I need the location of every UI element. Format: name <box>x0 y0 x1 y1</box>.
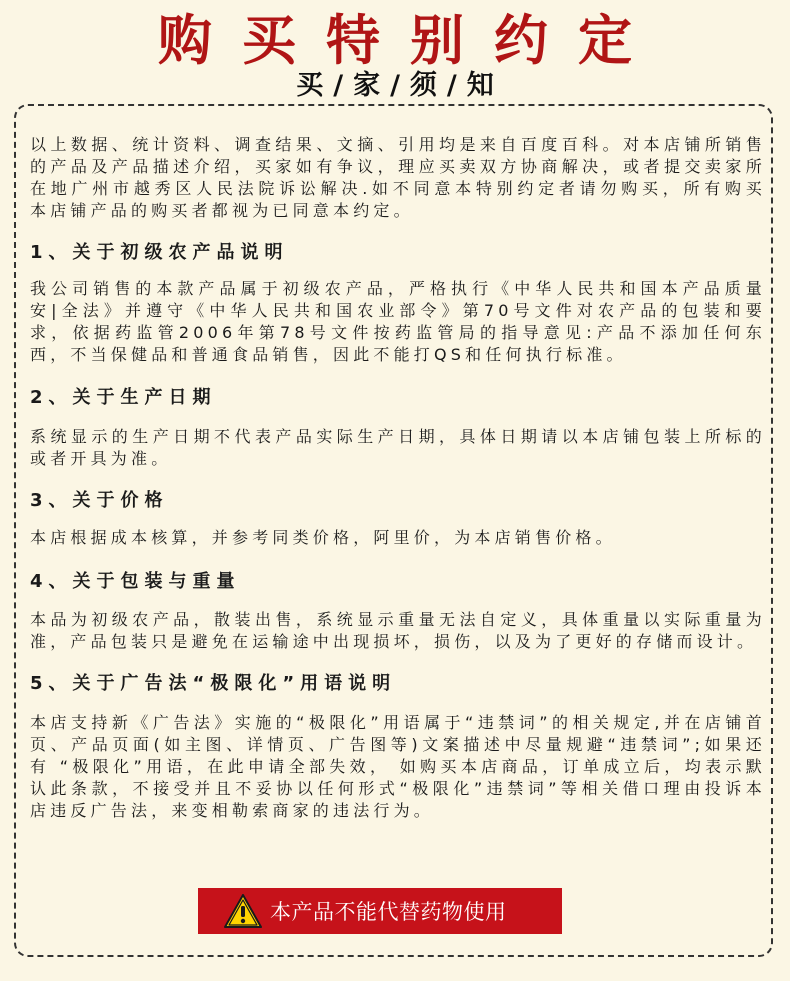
section-2-body: 系统显示的生产日期不代表产品实际生产日期，具体日期请以本店铺包装上所标的或者开具为准。 <box>30 427 766 468</box>
page-title: 购买特别约定 <box>158 8 662 72</box>
section-5-heading: 5、关于广告法“极限化”用语说明 <box>30 673 397 694</box>
page-subtitle: 买/家/须/知 <box>296 70 504 101</box>
section-4-body: 本品为初级农产品，散装出售，系统显示重量无法自定义，具体重量以实际重量为准，产品包装只是避免在运输途中出现损坏，损伤，以及为了更好的存储而设计。 <box>30 610 766 651</box>
warning-text: 本产品不能代替药物使用 <box>270 900 507 924</box>
section-1-body: 我公司销售的本款产品属于初级农产品，严格执行《中华人民共和国本产品质量安|全法》并遵守《中华人民共和国农业部令》第70号文件对农产品的包装和要求，依据药监管2006年第78号文件按药监管局的指导意见:产品不添加任何东西，不当保健品和普通食品销售，因此不能打QS和任何执行标准。 <box>30 279 766 364</box>
section-4-heading: 4、关于包装与重量 <box>30 571 241 592</box>
section-2-heading: 2、关于生产日期 <box>30 387 217 408</box>
section-5-body: 本店支持新《广告法》实施的“极限化”用语属于“违禁词”的相关规定,并在店铺首页、产品页面(如主图、详情页、广告图等)文案描述中尽量规避“违禁词”;如果还有 “极限化”用语，在此申请全部失效， 如购买本店商品，订单成立后，均表示默认此条款，不接受并且不妥协以任何形式“极限化”违禁词”等相关借口理由投诉本店违反广告法，来变相勒索商家的违法行为。 <box>30 713 766 820</box>
section-3-heading: 3、关于价格 <box>30 490 169 511</box>
notice-content <box>30 134 766 822</box>
warning-banner <box>198 888 562 934</box>
section-1-heading: 1、关于初级农产品说明 <box>30 242 289 263</box>
warning-triangle-icon <box>224 894 262 928</box>
section-3-body: 本店根据成本核算，并参考同类价格，阿里价，为本店销售价格。 <box>30 528 616 547</box>
intro-paragraph: 以上数据、统计资料、调查结果、文摘、引用均是来自百度百科。对本店铺所销售的产品及产品描述介绍，买家如有争议，理应买卖双方协商解决，或者提交卖家所在地广州市越秀区人民法院诉讼解决.如不同意本特别约定者请勿购买，所有购买本店铺产品的购买者都视为已同意本约定。 <box>30 135 766 220</box>
